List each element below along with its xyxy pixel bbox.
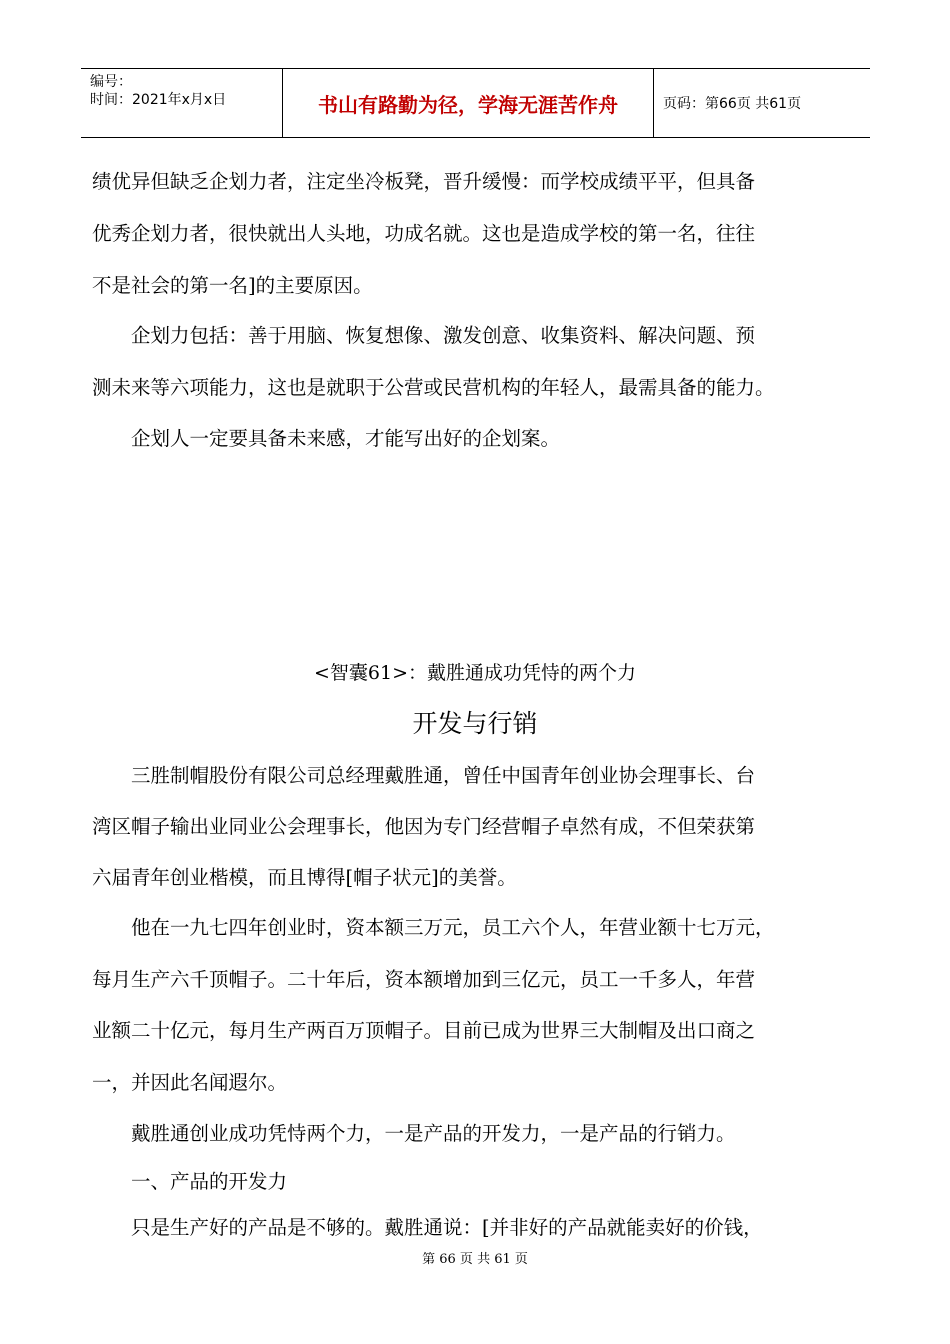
body-line: 六届青年创业楷模，而且博得[帽子状元]的美誉。 — [92, 866, 517, 889]
header-info-cell — [81, 69, 282, 137]
date-label: 时间：2021年x月x日 — [90, 92, 227, 108]
header-page-label: 页码：第66页 共61页 — [663, 96, 802, 112]
body-line: 一，并因此名闻遐尔。 — [92, 1071, 288, 1094]
body-line: 每月生产六千顶帽子。二十年后，资本额增加到三亿元，员工一千多人，年营 — [92, 968, 756, 991]
section-subtitle: <智囊61>：戴胜通成功凭恃的两个力 — [313, 662, 637, 684]
body-line: 企划人一定要具备未来感，才能写出好的企划案。 — [92, 427, 561, 450]
body-line: 不是社会的第一名]的主要原因。 — [92, 274, 373, 297]
body-line: 优秀企划力者，很快就出人头地，功成名就。这也是造成学校的第一名，往往 — [92, 222, 756, 245]
header-divider — [653, 69, 654, 137]
header-motto: 书山有路勤为径，学海无涯苦作舟 — [318, 92, 618, 117]
body-line: 戴胜通创业成功凭恃两个力，一是产品的开发力，一是产品的行销力。 — [92, 1122, 736, 1145]
body-line: 测未来等六项能力，这也是就职于公营或民营机构的年轻人，最需具备的能力。 — [92, 376, 775, 399]
body-line: 三胜制帽股份有限公司总经理戴胜通，曾任中国青年创业协会理事长、台 — [92, 764, 756, 787]
body-line: 业额二十亿元，每月生产两百万顶帽子。目前已成为世界三大制帽及出口商之 — [92, 1019, 756, 1042]
number-label: 编号： — [90, 74, 132, 90]
body-line: 他在一九七四年创业时，资本额三万元，员工六个人，年营业额十七万元， — [92, 916, 775, 939]
body-line: 只是生产好的产品是不够的。戴胜通说：[并非好的产品就能卖好的价钱， — [92, 1216, 763, 1239]
body-line: 企划力包括：善于用脑、恢复想像、激发创意、收集资料、解决问题、预 — [92, 324, 756, 347]
page-footer: 第 66 页 共 61 页 — [422, 1252, 528, 1267]
section-title: 开发与行销 — [412, 709, 538, 738]
document-header — [81, 68, 870, 138]
body-line: 湾区帽子输出业同业公会理事长，他因为专门经营帽子卓然有成，不但荣获第 — [92, 815, 756, 838]
body-line: 绩优异但缺乏企划力者，注定坐冷板凳，晋升缓慢：而学校成绩平平，但具备 — [92, 170, 756, 193]
body-line: 一、产品的开发力 — [92, 1170, 288, 1193]
